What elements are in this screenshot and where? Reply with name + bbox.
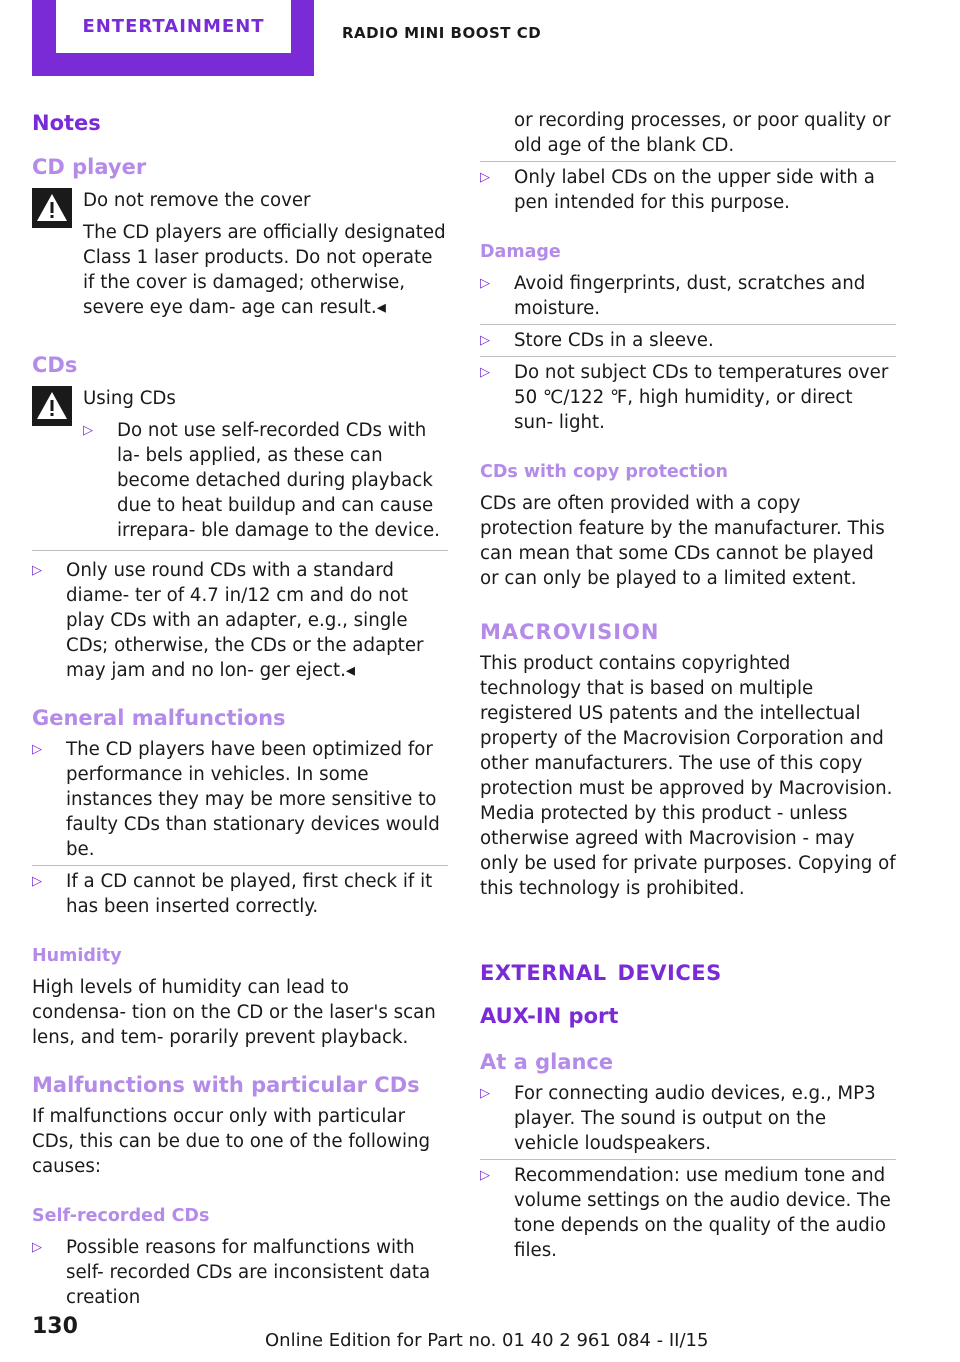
particular-cds-text: If malfunctions occur only with particular CDs, this can be due to one of the following causes:: [32, 1106, 431, 1177]
bullet-icon: ▷: [480, 1086, 490, 1101]
at-a-glance-heading: At a glance: [480, 1050, 614, 1074]
general-list: [32, 737, 448, 919]
list-item: ▷ Only use round CDs with a standard diame‐ ter of 4.7 in/12 cm and do not play CDs with an adapter, e.g., single CDs; otherwise, the CDs or the adapter may jam and no lon‐ ger eject.◂: [32, 560, 424, 681]
bullet-icon: ▷: [83, 423, 93, 438]
list-item: ▷ For connecting audio devices, e.g., MP3 player. The sound is output on the vehicle loudspeakers.: [480, 1081, 896, 1156]
bullet-icon: ▷: [480, 333, 490, 348]
list-item: or recording processes, or poor quality or old age of the blank CD.: [480, 108, 896, 158]
list-item: ▷ The CD players have been optimized for performance in vehicles. In some instances they may be more sensitive to faulty CDs than stationary devices would be.: [32, 737, 448, 862]
particular-cds-heading: Malfunctions with particular CDs: [32, 1073, 420, 1097]
edition-footer: Online Edition for Part no. 01 40 2 961 084 - II/15: [265, 1330, 709, 1351]
list-item: ▷ Only label CDs on the upper side with a pen intended for this purpose.: [480, 167, 875, 213]
warning-text: The CD players are officially designated Class 1 laser products. Do not operate if the cover is damaged; otherwise, severe eye dam‐ age can result.◂: [83, 222, 446, 318]
list-item: ▷ Avoid fingerprints, dust, scratches and moisture.: [480, 271, 896, 321]
bullet-icon: ▷: [32, 1240, 42, 1255]
humidity-text: High levels of humidity can lead to condensa‐ tion on the CD or the laser's scan lens, and tem‐ porarily prevent playback.: [32, 977, 436, 1048]
glance-list: [480, 1081, 896, 1263]
bullet-icon: ▷: [32, 563, 42, 578]
bullet-icon: ▷: [480, 365, 490, 380]
warning-cover: [32, 188, 448, 320]
bullet-icon: ▷: [32, 874, 42, 889]
notes-heading: Notes: [32, 111, 101, 135]
damage-list: [480, 271, 896, 435]
page-header: [0, 0, 960, 76]
warning-title: Using CDs: [83, 388, 176, 409]
damage-heading: Damage: [480, 242, 561, 262]
continued-list: [480, 108, 896, 215]
external-devices-heading: external devices: [480, 953, 722, 988]
cds-list: [32, 558, 448, 683]
left-column: [32, 108, 448, 1317]
list-item: ▷ Do not subject CDs to temperatures over 50 ℃/122 ℉, high humidity, or direct sun‐ light.: [480, 362, 889, 433]
cds-heading: CDs: [32, 353, 78, 377]
macrovision-text: This product contains copyrighted technology that is based on multiple registered US patents and the intellectual property of the Macrovision Corporation and other manufacturers. The use of this copy protection must be approved by Macrovision. Media protected by this product - unless otherwise agreed with Macrovision - may only be used for private purposes. Copying of this technology is prohibited.: [480, 653, 896, 899]
list-item: ▷ Possible reasons for malfunctions with self- recorded CDs are inconsistent data creation: [32, 1237, 431, 1308]
bullet-icon: ▷: [480, 170, 490, 185]
bullet-icon: ▷: [480, 1168, 490, 1183]
copy-protection-text: CDs are often provided with a copy protection feature by the manufacturer. This can mean that some CDs cannot be played or can only be played to a limited extent.: [480, 493, 885, 589]
list-item: ▷ Recommendation: use medium tone and volume settings on the audio device. The tone depends on the quality of the audio files.: [480, 1165, 891, 1261]
section-title: RADIO MINI BOOST CD: [342, 24, 542, 42]
right-column: [480, 108, 896, 1270]
warning-icon: [32, 386, 72, 426]
macrovision-heading: MACROVISION: [480, 620, 660, 644]
cd-player-heading: CD player: [32, 155, 147, 179]
self-recorded-heading: Self-recorded CDs: [32, 1206, 210, 1226]
humidity-heading: Humidity: [32, 946, 122, 966]
aux-in-heading: AUX-IN port: [480, 1004, 619, 1028]
warning-using-cds: [32, 386, 448, 543]
warning-title: Do not remove the cover: [83, 190, 311, 211]
general-malfunctions-heading: General malfunctions: [32, 706, 286, 730]
list-item: ▷ Do not use self-recorded CDs with la‐ bels applied, as these can become detached during playback due to heat buildup and can cause irrepara‐ ble damage to the device.: [83, 420, 440, 541]
bullet-icon: ▷: [32, 742, 42, 757]
list-item: ▷ Store CDs in a sleeve.: [480, 328, 896, 353]
warning-icon: [32, 188, 72, 228]
bullet-icon: ▷: [480, 276, 490, 291]
copy-protection-heading: CDs with copy protection: [480, 462, 729, 482]
chapter-tab-label: ENTERTAINMENT: [56, 0, 291, 53]
list-item: ▷ If a CD cannot be played, first check if it has been inserted correctly.: [32, 871, 433, 917]
page-number: 130: [32, 1314, 78, 1339]
self-recorded-list: [32, 1235, 448, 1310]
using-cds-list: [83, 418, 448, 543]
